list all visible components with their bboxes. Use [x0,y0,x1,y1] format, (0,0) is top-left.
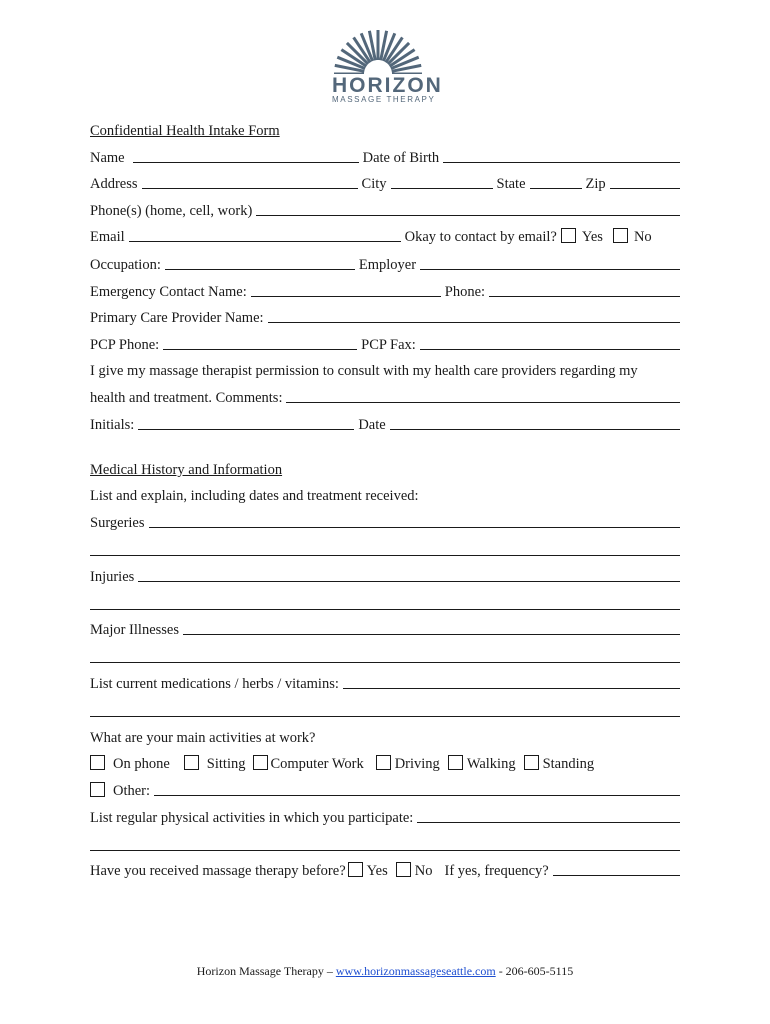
initials-label: Initials: [90,417,135,433]
emergency-contact-field[interactable] [251,295,441,297]
illnesses-field[interactable] [183,633,680,635]
initials-row [90,412,680,434]
other-label: Other: [113,783,151,799]
email-yes-checkbox[interactable] [561,228,576,243]
address-row [90,171,680,193]
on-phone-checkbox[interactable] [90,755,105,770]
zip-label: Zip [585,176,606,192]
illnesses-field-line-2[interactable] [90,662,680,663]
name-label: Name [90,150,125,166]
company-logo [318,26,443,106]
comments-label: health and treatment. Comments: [90,390,283,406]
massage-before-label: Have you received massage therapy before? [90,863,346,879]
medical-title: Medical History and Information [90,462,283,478]
phones-label: Phone(s) (home, cell, work) [90,203,253,219]
other-checkbox[interactable] [90,782,105,797]
pcp-fax-label: PCP Fax: [361,337,416,353]
physical-field-line-2[interactable] [90,850,680,851]
pcp-phone-field[interactable] [163,348,357,350]
form-title-row [90,118,680,140]
pcp-phone-label: PCP Phone: [90,337,160,353]
email-label: Email [90,229,125,245]
email-yes-label: Yes [581,229,603,245]
massage-yes-checkbox[interactable] [348,862,363,877]
computer-work-label: Computer Work [270,756,364,772]
other-row [90,778,680,800]
massage-no-checkbox[interactable] [396,862,411,877]
permission-text: I give my massage therapist permission to consult with my health care providers regarding my [90,363,638,379]
dob-label: Date of Birth [362,150,440,166]
emergency-phone-field[interactable] [489,295,680,297]
form-title: Confidential Health Intake Form [90,123,280,139]
name-dob-row [90,145,680,167]
footer-phone: - 206-605-5115 [498,964,574,978]
name-field[interactable] [133,161,359,163]
standing-label: Standing [542,756,595,772]
email-row [90,224,680,246]
email-no-label: No [633,229,652,245]
physical-label: List regular physical activities in which you participate: [90,810,414,826]
zip-field[interactable] [610,187,680,189]
walking-label: Walking [466,756,516,772]
state-label: State [496,176,526,192]
driving-checkbox[interactable] [376,755,391,770]
emergency-contact-label: Emergency Contact Name: [90,284,247,300]
injuries-field[interactable] [138,580,680,582]
date-field[interactable] [390,428,680,430]
occupation-label: Occupation: [90,257,161,273]
walking-checkbox[interactable] [448,755,463,770]
medical-intro: List and explain, including dates and treatment received: [90,488,419,504]
footer [0,964,770,979]
pcp-name-row [90,305,680,327]
state-field[interactable] [530,187,582,189]
emergency-row [90,279,680,301]
injuries-label: Injuries [90,569,135,585]
work-activities-label: What are your main activities at work? [90,730,316,746]
address-field[interactable] [142,187,358,189]
sitting-checkbox[interactable] [184,755,199,770]
city-label: City [361,176,387,192]
occupation-field[interactable] [165,268,355,270]
email-no-checkbox[interactable] [613,228,628,243]
pcp-name-label: Primary Care Provider Name: [90,310,264,326]
medical-title-row [90,457,680,479]
date-label: Date [358,417,386,433]
initials-field[interactable] [138,428,354,430]
sunburst-logo-icon [330,28,426,74]
employer-label: Employer [358,257,417,273]
logo-subtitle: MASSAGE THERAPY [332,95,436,104]
address-label: Address [90,176,138,192]
phones-field[interactable] [256,214,680,216]
injuries-row [90,564,680,586]
frequency-field[interactable] [553,874,680,876]
physical-field[interactable] [417,821,680,823]
work-activities-row [90,725,680,747]
medications-label: List current medications / herbs / vitamins: [90,676,339,692]
medications-row [90,671,680,693]
massage-yes-label: Yes [366,863,388,879]
surgeries-field[interactable] [149,526,680,528]
logo-name: HORIZON [332,74,443,97]
dob-field[interactable] [443,161,680,163]
employer-field[interactable] [420,268,680,270]
computer-work-checkbox[interactable] [253,755,268,770]
footer-company: Horizon Massage Therapy – [196,964,333,978]
driving-label: Driving [394,756,440,772]
work-options-row [90,751,680,773]
comments-field[interactable] [286,401,680,403]
emergency-phone-label: Phone: [444,284,486,300]
pcp-fax-field[interactable] [420,348,680,350]
medications-field[interactable] [343,687,680,689]
occupation-row [90,252,680,274]
email-field[interactable] [129,240,401,242]
footer-website-link[interactable]: www.horizonmassageseattle.com [335,964,496,978]
surgeries-field-line-2[interactable] [90,555,680,556]
illnesses-row [90,617,680,639]
massage-no-label: No [414,863,433,879]
pcp-phone-row [90,332,680,354]
on-phone-label: On phone [113,756,170,772]
massage-before-row [90,858,680,880]
injuries-field-line-2[interactable] [90,609,680,610]
pcp-name-field[interactable] [268,321,680,323]
physical-row [90,805,680,827]
email-ok-label: Okay to contact by email? [404,229,557,245]
frequency-label: If yes, frequency? [444,863,549,879]
standing-checkbox[interactable] [524,755,539,770]
medical-intro-row [90,483,680,505]
medications-field-line-2[interactable] [90,716,680,717]
illnesses-label: Major Illnesses [90,622,179,638]
city-field[interactable] [391,187,493,189]
other-field[interactable] [154,794,680,796]
sitting-label: Sitting [206,756,246,772]
phones-row [90,198,680,220]
permission-row [90,358,680,380]
surgeries-row [90,510,680,532]
surgeries-label: Surgeries [90,515,145,531]
comments-row [90,385,680,407]
